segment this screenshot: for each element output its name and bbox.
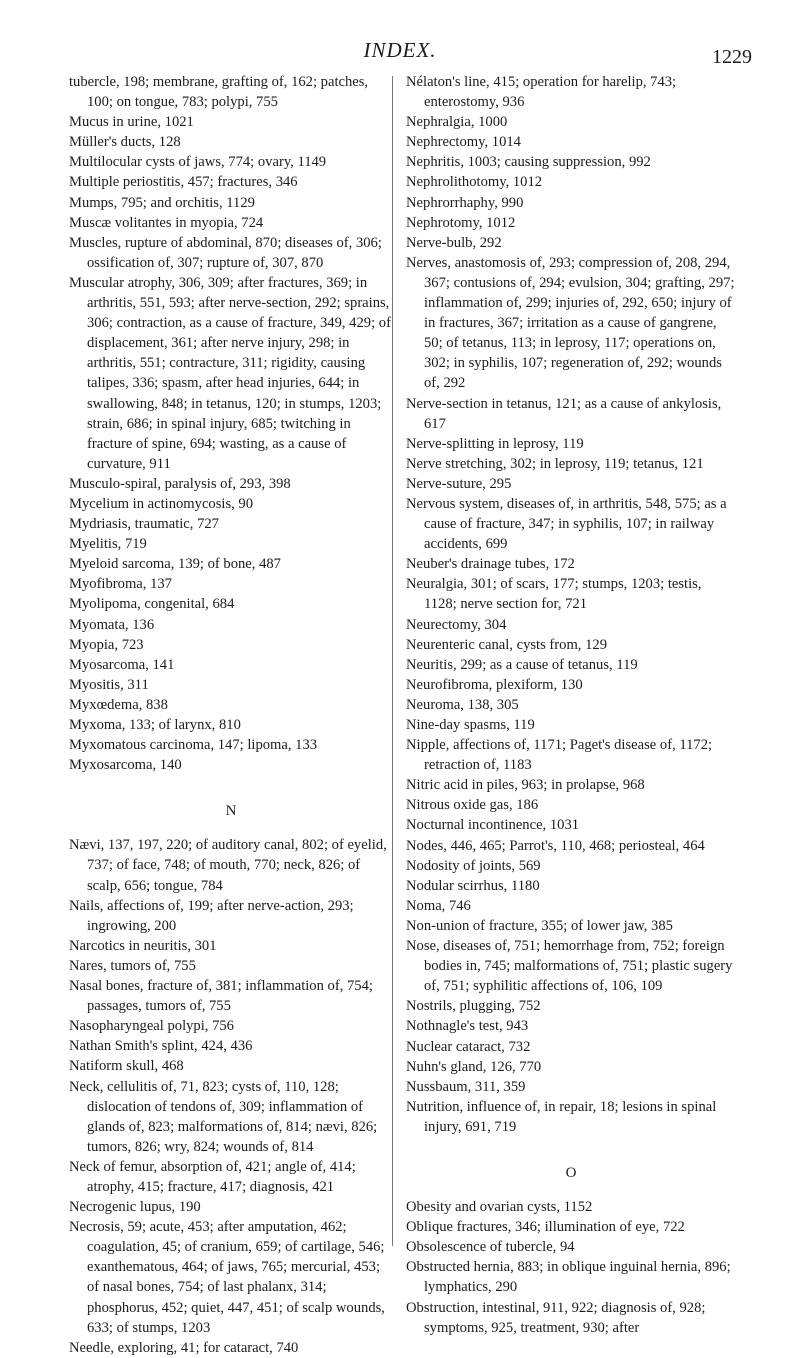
entry-list-n-continued — [406, 72, 736, 1137]
index-entry: Neck of femur, absorption of, 421; angle of, 414; atrophy, 415; fracture, 417; diagnosis, 421 — [69, 1158, 356, 1195]
index-entry: Müller's ducts, 128 — [69, 134, 181, 151]
index-entry: Nine-day spasms, 119 — [406, 717, 535, 733]
index-entry: Mucus in urine, 1021 — [69, 114, 194, 131]
index-entry: Natiform skull, 468 — [69, 1058, 184, 1075]
index-entry: Mumps, 795; and orchitis, 1129 — [69, 194, 255, 211]
column-divider — [392, 76, 393, 1246]
index-entry: Myelitis, 719 — [69, 536, 147, 553]
index-entry: Nipple, affections of, 1171; Paget's disease of, 1172; retraction of, 1183 — [406, 737, 713, 774]
index-entry: Nerve stretching, 302; in leprosy, 119; tetanus, 121 — [406, 455, 704, 472]
index-entry: Nervous system, diseases of, in arthritis, 548, 575; as a cause of fracture, 347; in syphilis, 107; in railway accidents, 699 — [406, 495, 727, 553]
index-entry: Nitrous oxide gas, 186 — [406, 797, 539, 814]
section-letter-n: N — [225, 803, 237, 820]
index-entry: Myxœdema, 838 — [69, 696, 168, 713]
index-entry: Nitric acid in piles, 963; in prolapse, 968 — [406, 777, 645, 794]
index-entry: Nuclear cataract, 732 — [406, 1038, 531, 1055]
index-entry: Nephrorrhaphy, 990 — [406, 194, 524, 211]
index-entry: Mycelium in actinomycosis, 90 — [69, 495, 254, 512]
index-entry: Neurenteric canal, cysts from, 129 — [406, 636, 607, 653]
index-entry: Muscles, rupture of abdominal, 870; diseases of, 306; ossification of, 307; rupture of, 307, 870 — [69, 234, 382, 271]
index-entry: tubercle, 198; membrane, grafting of, 162; patches, 100; on tongue, 783; polypi, 755 — [69, 74, 369, 111]
index-entry: Myosarcoma, 141 — [69, 656, 175, 673]
index-entry: Necrogenic lupus, 190 — [69, 1199, 201, 1216]
index-entry: Nephralgia, 1000 — [406, 114, 508, 131]
index-entry: Nasal bones, fracture of, 381; inflammation of, 754; passages, tumors of, 755 — [69, 978, 373, 1015]
index-entry: Nævi, 137, 197, 220; of auditory canal, 802; of eyelid, 737; of face, 748; of mouth, 770; neck, 826; of scalp, 656; tongue, 784 — [69, 837, 387, 894]
index-entry: Nerve-section in tetanus, 121; as a cause of ankylosis, 617 — [406, 395, 722, 432]
index-entry: Nussbaum, 311, 359 — [406, 1078, 526, 1095]
index-entry: Oblique fractures, 346; illumination of eye, 722 — [406, 1219, 685, 1236]
entry-list-m — [69, 72, 393, 775]
index-entry: Nélaton's line, 415; operation for harelip, 743; enterostomy, 936 — [406, 74, 677, 111]
index-entry: Myxoma, 133; of larynx, 810 — [69, 717, 241, 733]
running-title: INDEX. — [363, 38, 437, 62]
index-entry: Neurofibroma, plexiform, 130 — [406, 676, 583, 693]
index-entry: Nerve-suture, 295 — [406, 475, 512, 492]
entry-list-o — [406, 1197, 736, 1338]
index-entry: Nutrition, influence of, in repair, 18; lesions in spinal injury, 691, 719 — [406, 1098, 717, 1135]
index-entry: Nails, affections of, 199; after nerve-action, 293; ingrowing, 200 — [69, 897, 354, 934]
index-entry: Obsolescence of tubercle, 94 — [406, 1239, 575, 1256]
index-entry: Musculo-spiral, paralysis of, 293, 398 — [69, 475, 291, 492]
index-entry: Multilocular cysts of jaws, 774; ovary, 1149 — [69, 154, 327, 171]
index-entry: Nares, tumors of, 755 — [69, 957, 196, 974]
index-entry: Neuber's drainage tubes, 172 — [406, 556, 575, 573]
index-entry: Mydriasis, traumatic, 727 — [69, 516, 219, 533]
index-entry: Nasopharyngeal polypi, 756 — [69, 1018, 234, 1035]
index-entry: Myxomatous carcinoma, 147; lipoma, 133 — [69, 737, 318, 754]
index-entry: Myxosarcoma, 140 — [69, 757, 182, 774]
index-entry: Noma, 746 — [406, 897, 471, 914]
index-entry: Nocturnal incontinence, 1031 — [406, 817, 580, 834]
index-entry: Necrosis, 59; acute, 453; after amputation, 462; coagulation, 45; of cranium, 659; of cartilage, 546; exanthematous, 464; of jaws, 765; mercurial, 453; of nasal bones, 754; of last phalanx, 314; phosphorus, 452; quiet, 447, 451; of scalp wounds, 633; of stumps, 1203 — [69, 1219, 385, 1336]
section-letter-o: O — [565, 1164, 577, 1181]
index-entry: Myositis, 311 — [69, 676, 149, 693]
index-entry: Myofibroma, 137 — [69, 576, 172, 593]
index-entry: Muscæ volitantes in myopia, 724 — [69, 214, 264, 231]
index-entry: Nodular scirrhus, 1180 — [406, 877, 540, 894]
index-entry: Nephrolithotomy, 1012 — [406, 174, 543, 191]
index-entry: Non-union of fracture, 355; of lower jaw, 385 — [406, 917, 673, 934]
entry-list-n — [69, 835, 393, 1357]
index-entry: Nerve-bulb, 292 — [406, 234, 502, 251]
index-entry: Obstruction, intestinal, 911, 922; diagnosis of, 928; symptoms, 925, treatment, 930; after — [406, 1299, 706, 1336]
index-entry: Nephritis, 1003; causing suppression, 992 — [406, 154, 651, 171]
page-number: 1229 — [712, 46, 752, 68]
index-entry: Neck, cellulitis of, 71, 823; cysts of, 110, 128; dislocation of tendons of, 309; inflammation of glands of, 823; malformations of, 814; nævi, 826; tumors, 826; wry, 824; wounds of, 814 — [69, 1078, 378, 1155]
index-entry: Nostrils, plugging, 752 — [406, 998, 541, 1015]
index-entry: Neurectomy, 304 — [406, 616, 507, 633]
index-entry: Multiple periostitis, 457; fractures, 346 — [69, 174, 298, 191]
index-entry: Needle, exploring, 41; for cataract, 740 — [69, 1339, 299, 1356]
index-entry: Nerve-splitting in leprosy, 119 — [406, 435, 584, 452]
index-entry: Neuralgia, 301; of scars, 177; stumps, 1203; testis, 1128; nerve section for, 721 — [406, 576, 702, 613]
index-entry: Nodes, 446, 465; Parrot's, 110, 468; periosteal, 464 — [406, 837, 705, 854]
index-entry: Nephrotomy, 1012 — [406, 214, 516, 231]
left-column — [69, 72, 393, 1358]
index-entry: Nathan Smith's splint, 424, 436 — [69, 1038, 253, 1055]
index-entry: Nose, diseases of, 751; hemorrhage from, 752; foreign bodies in, 745; malformations of, 751; plastic sugery of, 751; syphilitic affections of, 106, 109 — [406, 938, 733, 995]
index-entry: Obstructed hernia, 883; in oblique inguinal hernia, 896; lymphatics, 290 — [406, 1259, 731, 1296]
index-entry: Neuroma, 138, 305 — [406, 696, 519, 713]
index-entry: Myeloid sarcoma, 139; of bone, 487 — [69, 556, 281, 573]
index-entry: Nuhn's gland, 126, 770 — [406, 1058, 542, 1075]
index-entry: Nothnagle's test, 943 — [406, 1018, 529, 1035]
index-entry: Myomata, 136 — [69, 616, 155, 633]
index-entry: Obesity and ovarian cysts, 1152 — [406, 1199, 593, 1216]
index-entry: Myopia, 723 — [69, 636, 144, 653]
index-entry: Nephrectomy, 1014 — [406, 134, 521, 151]
index-entry: Nerves, anastomosis of, 293; compression of, 208, 294, 367; contusions of, 294; evulsion, 304; grafting, 297; inflammation of, 299; injuries of, 292, 650; injury of in fractures, 367; irritation as a cause of gangrene, 50; of tetanus, 113; in leprosy, 117; operations on, 302; in syphilis, 107; regeneration of, 292; wounds of, 292 — [406, 254, 735, 392]
index-entry: Neuritis, 299; as a cause of tetanus, 119 — [406, 656, 638, 673]
index-entry: Narcotics in neuritis, 301 — [69, 937, 217, 954]
right-column — [406, 72, 736, 1338]
index-entry: Myolipoma, congenital, 684 — [69, 596, 235, 613]
index-entry: Nodosity of joints, 569 — [406, 857, 541, 874]
index-entry: Muscular atrophy, 306, 309; after fractures, 369; in arthritis, 551, 593; after nerve-section, 292; sprains, 306; contraction, as a cause of fracture, 349, 429; of displacement, 361; after nerve injury, 298; in arthritis, 551; contracture, 311; rigidity, causing talipes, 336; spasm, after head injuries, 644; in swallowing, 848; in tetanus, 120; in stumps, 1203; strain, 686; in spinal injury, 685; twitching in fracture of spine, 694; wasting, as a cause of curvature, 911 — [69, 274, 391, 472]
